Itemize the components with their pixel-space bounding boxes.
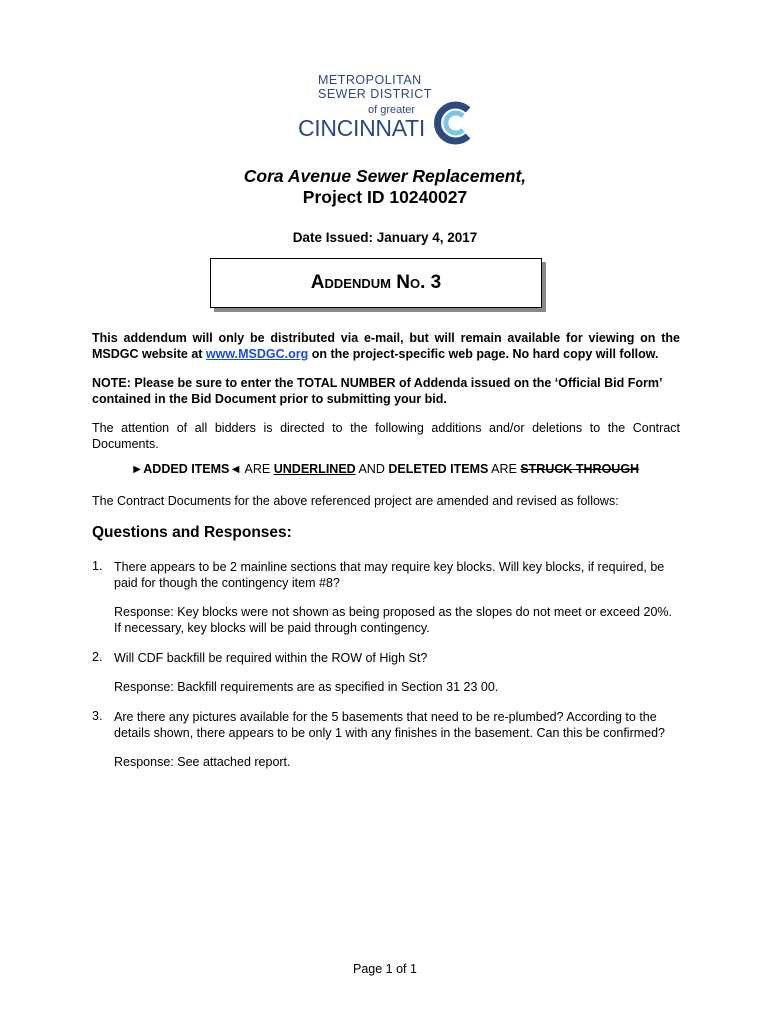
change-legend <box>0 462 770 476</box>
addendum-label: Addendum No. 3 <box>310 272 442 293</box>
amended-statement: The Contract Documents for the above referenced project are amended and revised as follows: <box>92 494 619 508</box>
note-line-1: NOTE: Please be sure to enter the TOTAL NUMBER of Addenda issued on the ‘Official Bid Form’ <box>92 376 663 390</box>
legend-underlined: UNDERLINED <box>273 462 356 476</box>
question-2-line-1: Will CDF backfill be required within the ROW of High St? <box>114 651 428 665</box>
question-number: 2. <box>92 650 103 664</box>
notice-text-a: MSDGC website at <box>92 347 206 361</box>
logo-line-2: SEWER DISTRICT <box>318 87 432 101</box>
date-issued: Date Issued: January 4, 2017 <box>292 230 478 245</box>
question-3-line-2: details shown, there appears to be only 1 with any finishes in the basement. Can this be confirmed? <box>114 726 666 740</box>
response-1-line-2: If necessary, key blocks will be paid through contingency. <box>114 621 430 635</box>
addendum-box <box>210 258 542 308</box>
legend-added: ►ADDED ITEMS◄ <box>130 462 242 476</box>
logo-line-1: METROPOLITAN <box>318 73 422 87</box>
notice-line-1: This addendum will only be distributed via e-mail, but will remain available for viewing on the <box>92 331 680 345</box>
page-number: Page 1 of 1 <box>353 962 417 976</box>
question-3-line-1: Are there any pictures available for the 5 basements that need to be re-plumbed? According to the <box>114 710 657 724</box>
notice-line-2 <box>92 346 680 362</box>
response-3-line-1: Response: See attached report. <box>114 755 291 769</box>
note-line-2: contained in the Bid Document prior to submitting your bid. <box>92 392 447 406</box>
project-id: Project ID 10240027 <box>302 187 468 207</box>
section-heading: Questions and Responses: <box>92 524 292 541</box>
legend-are-1: ARE <box>241 462 274 476</box>
msdgc-link[interactable]: www.MSDGC.org <box>205 347 309 361</box>
attention-line-2: Documents. <box>92 437 159 451</box>
response-2-line-1: Response: Backfill requirements are as specified in Section 31 23 00. <box>114 680 499 694</box>
legend-are-2: ARE <box>488 462 521 476</box>
legend-and: AND <box>355 462 389 476</box>
msd-logo <box>290 70 480 150</box>
legend-deleted: DELETED ITEMS <box>388 462 489 476</box>
logo-c-mark-icon <box>432 100 476 146</box>
project-title: Cora Avenue Sewer Replacement, <box>243 166 527 186</box>
response-1-line-1: Response: Key blocks were not shown as being proposed as the slopes do not meet or exceed 20%. <box>114 605 672 619</box>
legend-struck: STRUCK THROUGH <box>520 462 640 476</box>
question-number: 1. <box>92 559 103 573</box>
logo-line-3: of greater <box>368 104 416 116</box>
logo-line-4: CINCINNATI <box>298 115 425 141</box>
question-1-line-2: paid for though the contingency item #8? <box>114 576 340 590</box>
question-1-line-1: There appears to be 2 mainline sections that may require key blocks. Will key blocks, if required, be <box>114 560 665 574</box>
notice-text-b: on the project-specific web page. No hard copy will follow. <box>308 347 659 361</box>
question-number: 3. <box>92 709 103 723</box>
attention-line-1: The attention of all bidders is directed to the following additions and/or deletions to the Contract <box>92 421 680 435</box>
